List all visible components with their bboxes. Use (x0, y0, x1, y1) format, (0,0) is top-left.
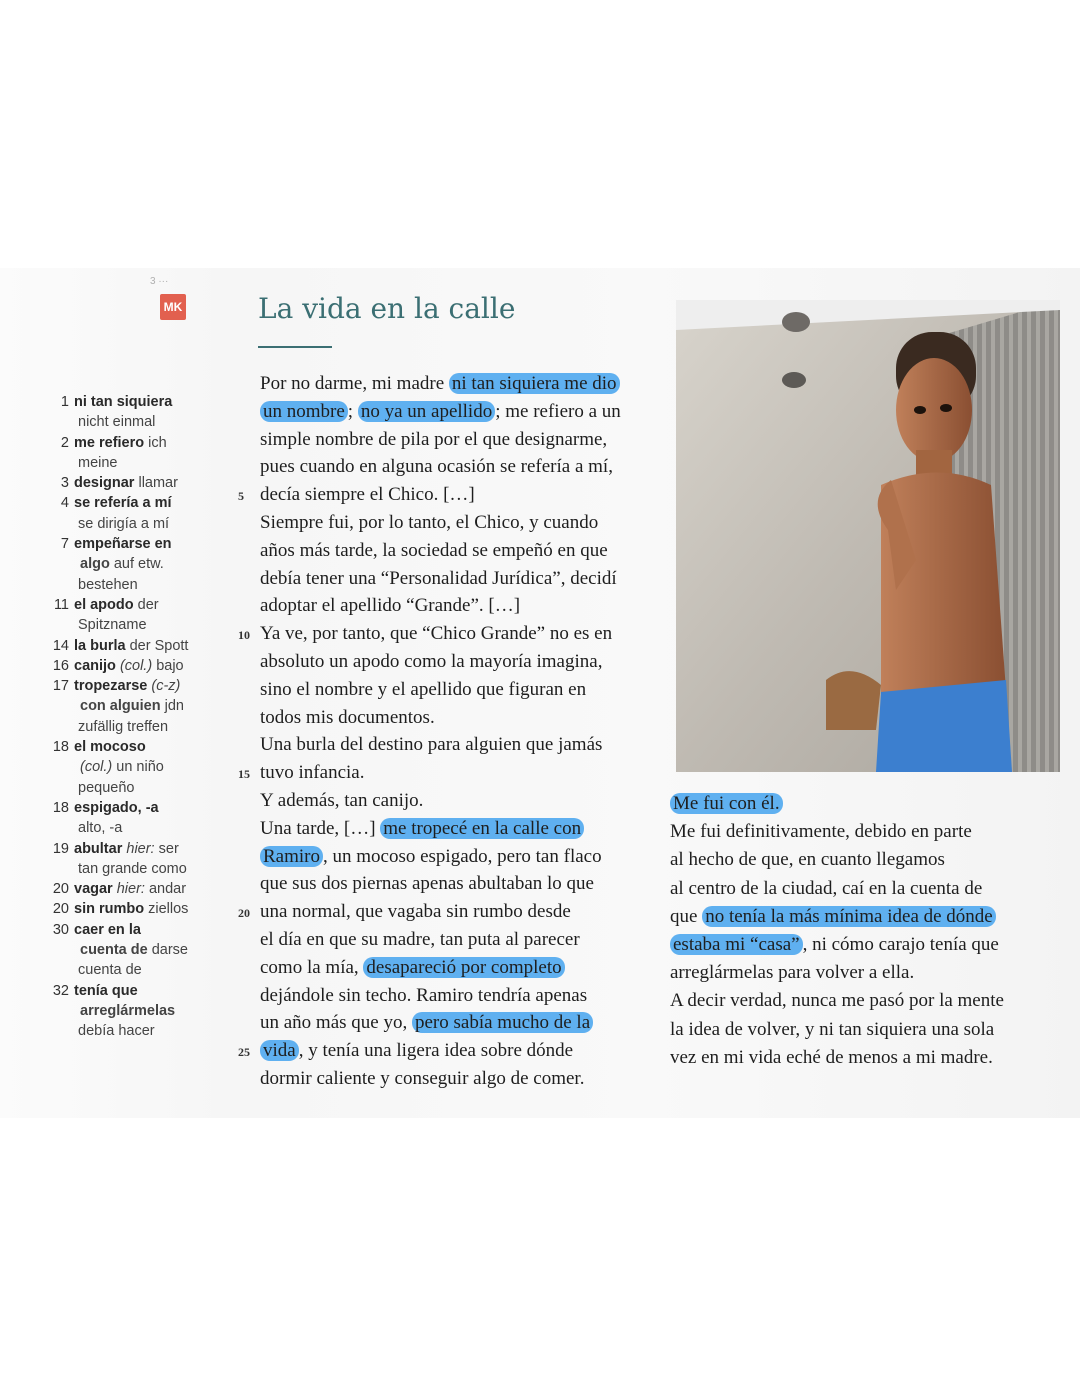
vocab-entry (20, 433, 230, 453)
vocab-continuation: nicht einmal (78, 414, 156, 431)
vocab-line-number: 30 (52, 921, 69, 938)
text-line (670, 903, 1050, 931)
text-span: A decir verdad, nunca me pasó por la mente (670, 990, 1004, 1012)
text-line (228, 731, 658, 759)
vocab-gloss: der (137, 596, 159, 613)
text-line (228, 787, 658, 815)
text-span: el día en que su madre, tan puta al parecer (260, 928, 580, 950)
vocab-term: cuenta de (80, 942, 148, 959)
vocab-entry (20, 879, 230, 899)
line-number: 5 (238, 489, 244, 504)
text-span: debía tener una “Personalidad Jurídica”, decidí (260, 567, 617, 589)
vocab-term: designar (74, 475, 135, 492)
text-span: decía siempre el Chico. […] (260, 484, 475, 506)
vocab-gloss: andar (148, 881, 187, 898)
text-span: Por no darme, mi madre (260, 373, 449, 394)
text-line (228, 592, 658, 620)
text-line (228, 537, 658, 565)
text-line (228, 481, 658, 509)
text-line (228, 648, 658, 676)
text-span: pues cuando en alguna ocasión se refería a mí, (260, 456, 613, 478)
text-span: un año más que yo, (260, 1012, 412, 1034)
text-span: una normal, que vagaba sin rumbo desde (260, 901, 571, 923)
text-line (228, 370, 658, 398)
text-line (228, 565, 658, 593)
text-line (670, 1044, 1050, 1072)
vocab-line-number: 17 (52, 678, 69, 695)
text-span: Una burla del destino para alguien que jamás (260, 734, 603, 756)
line-number: 15 (238, 767, 250, 782)
mk-badge: MK (160, 294, 186, 320)
text-span: simple nombre de pila por el que designarme, (260, 428, 608, 450)
text-span: Una tarde, […] (260, 817, 381, 839)
vocab-term: la burla (74, 637, 126, 654)
vocab-line-number: 4 (60, 495, 69, 512)
text-span: Me fui definitivamente, debido en parte (670, 821, 972, 843)
vocab-line-number: 11 (53, 596, 69, 613)
vocab-entry (20, 737, 230, 757)
text-line (670, 1016, 1050, 1044)
vocab-continuation (20, 554, 230, 574)
vocab-continuation: tan grande como (78, 860, 187, 877)
text-line (228, 676, 658, 704)
highlighted-phrase: Me fui con él. (670, 793, 783, 814)
text-line (228, 982, 658, 1010)
vocab-gloss: der Spott (129, 637, 189, 654)
vocab-line-number: 14 (52, 637, 69, 654)
vocab-line-number: 2 (60, 434, 69, 451)
vocab-term: algo (80, 556, 110, 573)
vocab-term: vagar (74, 881, 113, 898)
text-line (228, 815, 658, 843)
vocab-continuation: debía hacer (78, 1023, 155, 1040)
vocab-term: canijo (74, 657, 116, 674)
vocab-entry (20, 392, 230, 412)
vocab-line-number: 1 (60, 394, 69, 410)
vocab-note: hier: (126, 840, 155, 857)
vocab-line-number: 20 (52, 901, 69, 918)
vocab-line-number: 18 (52, 799, 69, 816)
highlighted-phrase: ni tan siquiera me dio (449, 373, 620, 394)
vocab-entry (20, 473, 230, 493)
text-line (228, 1009, 658, 1037)
line-number: 10 (238, 628, 250, 643)
text-line (228, 704, 658, 732)
vocab-gloss: ser (158, 840, 179, 857)
highlighted-phrase: me tropecé en la calle con (380, 818, 584, 839)
vocab-continuation: pequeño (78, 779, 135, 796)
page-title: La vida en la calle (258, 292, 516, 325)
vocab-entry (20, 534, 230, 554)
text-line (670, 959, 1050, 987)
text-line (228, 870, 658, 898)
vocab-note: (col.) (119, 657, 153, 674)
text-span: que sus dos piernas apenas abultaban lo que (260, 873, 594, 895)
vocab-entry (20, 656, 230, 676)
vocab-term: me refiero (74, 434, 145, 451)
boy-photo-illustration (676, 300, 1060, 772)
vocab-term: el apodo (74, 596, 134, 613)
vocab-entry (20, 981, 230, 1001)
text-line (228, 1037, 658, 1065)
vocab-gloss: llamar (138, 475, 178, 492)
text-span: , un mocoso espigado, pero tan flaco (323, 845, 602, 867)
text-span: dormir caliente y conseguir algo de comer. (260, 1067, 585, 1089)
vocab-entry (20, 899, 230, 919)
vocab-continuation (20, 757, 230, 777)
text-line (228, 453, 658, 481)
vocab-entry (20, 493, 230, 513)
page-top-mark: 3 ··· (150, 276, 169, 287)
vocab-term: ni tan siquiera (74, 394, 173, 410)
vocab-gloss: jdn (164, 698, 184, 715)
text-span: , y tenía una ligera idea sobre dónde (298, 1040, 574, 1062)
vocab-entry (20, 839, 230, 859)
vocab-term: con alguien (80, 698, 161, 715)
text-span: , ni cómo carajo tenía que (802, 934, 999, 956)
vocab-note: (c-z) (151, 678, 181, 695)
vocab-gloss: bajo (156, 657, 184, 674)
text-span: al centro de la ciudad, caí en la cuenta de (670, 877, 983, 899)
vocab-line-number: 16 (52, 657, 69, 674)
text-span: ; me refiero a un (495, 400, 621, 422)
text-span: ; (347, 400, 358, 422)
vocab-entry (20, 595, 230, 615)
vocab-term: abultar (74, 840, 123, 857)
text-line (228, 426, 658, 454)
vocab-term: arreglármelas (80, 1002, 176, 1019)
text-span: Y además, tan canijo. (260, 789, 424, 811)
text-span: arreglármelas para volver a ella. (670, 962, 915, 984)
photo-boy-at-wall (676, 300, 1060, 772)
text-span: adoptar el apellido “Grande”. […] (260, 595, 521, 617)
text-line (228, 898, 658, 926)
highlighted-phrase: vida (260, 1040, 299, 1061)
vocab-term: sin rumbo (74, 901, 145, 918)
vocab-gloss: auf etw. (113, 556, 164, 573)
text-span: todos mis documentos. (260, 706, 435, 728)
text-line (670, 931, 1050, 959)
highlighted-phrase: Ramiro (260, 846, 323, 867)
vocab-line-number: 20 (52, 881, 69, 898)
vocab-continuation: se dirigía a mí (78, 515, 170, 532)
text-line (228, 843, 658, 871)
text-span: Ya ve, por tanto, que “Chico Grande” no es en (260, 623, 613, 645)
highlighted-phrase: desapareció por completo (363, 957, 564, 978)
right-column-text (670, 790, 1050, 1072)
highlighted-phrase: un nombre (260, 401, 348, 422)
vocab-continuation (20, 696, 230, 716)
text-span: años más tarde, la sociedad se empeñó en que (260, 539, 608, 561)
text-line (670, 846, 1050, 874)
vocab-term: tropezarse (74, 678, 148, 695)
vocab-line-number: 19 (52, 840, 69, 857)
vocab-term: se refería a mí (74, 495, 172, 512)
highlighted-phrase: no tenía la más mínima idea de dónde (702, 906, 996, 927)
vocab-gloss: darse (151, 942, 188, 959)
vocab-line-number: 3 (60, 475, 69, 492)
line-number: 25 (238, 1045, 250, 1060)
vocab-term: espigado, -a (74, 799, 159, 816)
vocab-gloss: ich (148, 434, 167, 451)
text-span: la idea de volver, y ni tan siquiera una sola (670, 1018, 995, 1040)
vocab-continuation (20, 940, 230, 960)
text-line (228, 759, 658, 787)
vocab-line-number: 18 (52, 739, 69, 756)
vocab-term: empeñarse en (74, 536, 172, 553)
text-line (670, 987, 1050, 1015)
vocab-gloss: un niño (116, 759, 164, 776)
highlighted-phrase: estaba mi “casa” (670, 934, 803, 955)
text-span: Siempre fui, por lo tanto, el Chico, y cuando (260, 511, 599, 533)
text-span: tuvo infancia. (260, 762, 365, 784)
text-line (228, 620, 658, 648)
main-text (228, 370, 658, 1093)
text-line (228, 954, 658, 982)
text-line (670, 818, 1050, 846)
vocab-entry (20, 676, 230, 696)
text-span: vez en mi vida eché de menos a mi madre. (670, 1046, 993, 1068)
vocab-continuation (20, 1001, 230, 1021)
text-line (228, 1065, 658, 1093)
text-span: que (670, 905, 703, 927)
title-underline (258, 346, 332, 348)
vocab-line-number: 7 (60, 536, 69, 553)
text-span: dejándole sin techo. Ramiro tendría apenas (260, 984, 588, 1006)
vocab-continuation: Spitzname (78, 617, 147, 634)
highlighted-phrase: no ya un apellido (358, 401, 495, 422)
vocab-entry (20, 798, 230, 818)
vocab-entry (20, 636, 230, 656)
text-span: al hecho de que, en cuanto llegamos (670, 849, 945, 871)
vocab-entry (20, 920, 230, 940)
highlighted-phrase: pero sabía mucho de la (412, 1012, 593, 1033)
vocab-term: el mocoso (74, 739, 146, 756)
text-line (228, 926, 658, 954)
vocab-continuation: meine (78, 454, 118, 471)
vocab-continuation: cuenta de (78, 962, 142, 979)
text-line (670, 875, 1050, 903)
text-line (670, 790, 1050, 818)
vocab-continuation: alto, -a (78, 820, 123, 837)
text-span: como la mía, (260, 956, 364, 978)
vocab-continuation: zufällig treffen (78, 718, 169, 735)
text-span: sino el nombre y el apellido que figuran en (260, 678, 587, 700)
vocab-continuation: bestehen (78, 576, 138, 593)
vocab-gloss: ziellos (148, 901, 189, 918)
line-number: 20 (238, 906, 250, 921)
vocab-term: tenía que (74, 982, 138, 999)
text-span: absoluto un apodo como la mayoría imagina, (260, 650, 603, 672)
vocab-line-number: 32 (52, 982, 69, 999)
text-line (228, 398, 658, 426)
vocabulary-list (20, 392, 230, 1042)
text-line (228, 509, 658, 537)
vocab-note: hier: (116, 881, 145, 898)
vocab-note: (col.) (80, 759, 113, 776)
vocab-term: caer en la (74, 921, 141, 938)
